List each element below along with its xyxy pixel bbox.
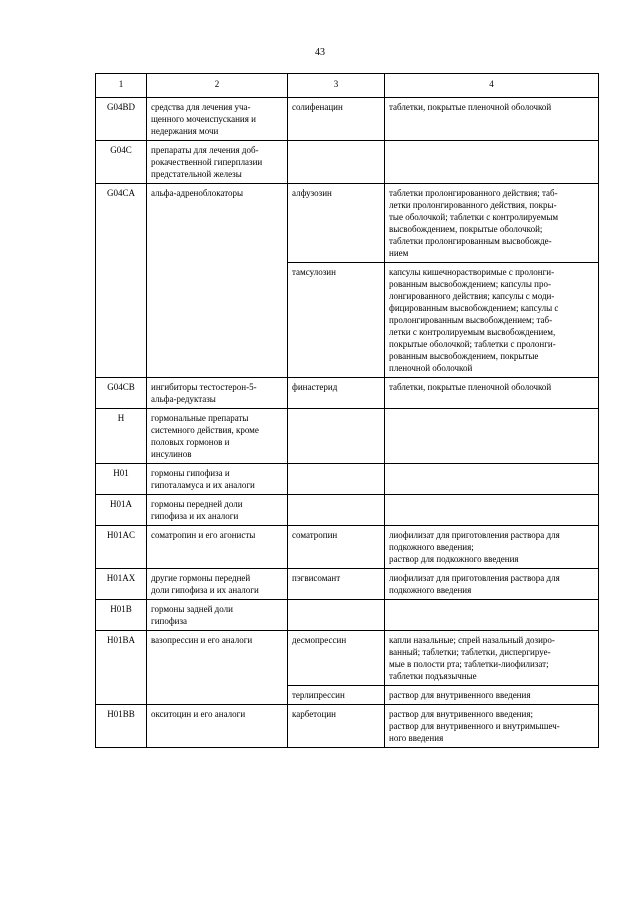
- dosage-form: капсулы кишечнорастворимые с пролонги- рованным высвобождением; капсулы про- лонгированного действия; капсулы с моди- фицированным высвобождением; капсулы с пролонгированным высвобождением; таб- летки с контролируемым высвобождением, покрытые оболочкой; таблетки с пролонги- рованным высвобождением, покрытые пленочной оболочкой: [385, 263, 599, 378]
- inn-name: [288, 600, 385, 631]
- atc-code: G04C: [96, 141, 147, 184]
- drug-classification-table: [95, 73, 599, 748]
- atc-code: H01AC: [96, 526, 147, 569]
- table-row: [96, 631, 599, 686]
- atc-code: H01: [96, 464, 147, 495]
- table-row: [96, 495, 599, 526]
- atc-group: соматропин и его агонисты: [147, 526, 288, 569]
- dosage-form: таблетки, покрытые пленочной оболочкой: [385, 378, 599, 409]
- table-row: [96, 378, 599, 409]
- dosage-form: таблетки, покрытые пленочной оболочкой: [385, 98, 599, 141]
- dosage-form: раствор для внутривенного введения: [385, 686, 599, 705]
- header-col-3: 3: [288, 74, 385, 98]
- atc-code: H01A: [96, 495, 147, 526]
- dosage-form: [385, 495, 599, 526]
- inn-name: соматропин: [288, 526, 385, 569]
- table-row: [96, 526, 599, 569]
- dosage-form: лиофилизат для приготовления раствора для подкожного введения: [385, 569, 599, 600]
- inn-name: финастерид: [288, 378, 385, 409]
- dosage-form: капли назальные; спрей назальный дозиро- ванный; таблетки; таблетки, диспергируе- мые в полости рта; таблетки-лиофилизат; таблетки подъязычные: [385, 631, 599, 686]
- inn-name: солифенацин: [288, 98, 385, 141]
- atc-code: G04CA: [96, 184, 147, 378]
- header-col-4: 4: [385, 74, 599, 98]
- inn-name: карбетоцин: [288, 705, 385, 748]
- dosage-form: [385, 141, 599, 184]
- atc-group: окситоцин и его аналоги: [147, 705, 288, 748]
- table-row: [96, 705, 599, 748]
- dosage-form: [385, 464, 599, 495]
- atc-group: альфа-адреноблокаторы: [147, 184, 288, 378]
- atc-group: гормоны передней доли гипофиза и их аналоги: [147, 495, 288, 526]
- inn-name: терлипрессин: [288, 686, 385, 705]
- dosage-form: раствор для внутривенного введения; раствор для внутривенного и внутримышеч- ного введения: [385, 705, 599, 748]
- page-number: 43: [315, 47, 325, 58]
- inn-name: [288, 141, 385, 184]
- atc-code: G04BD: [96, 98, 147, 141]
- atc-group: ингибиторы тестостерон-5- альфа-редуктазы: [147, 378, 288, 409]
- inn-name: тамсулозин: [288, 263, 385, 378]
- table-row: [96, 409, 599, 464]
- inn-name: [288, 409, 385, 464]
- dosage-form: [385, 409, 599, 464]
- table-row: [96, 141, 599, 184]
- atc-group: средства для лечения уча- щенного мочеиспускания и недержания мочи: [147, 98, 288, 141]
- dosage-form: [385, 600, 599, 631]
- table-header-row: [96, 74, 599, 98]
- inn-name: [288, 495, 385, 526]
- atc-code: H01BA: [96, 631, 147, 705]
- dosage-form: лиофилизат для приготовления раствора для подкожного введения; раствор для подкожного введения: [385, 526, 599, 569]
- atc-group: вазопрессин и его аналоги: [147, 631, 288, 705]
- atc-group: препараты для лечения доб- рокачественной гиперплазии предстательной железы: [147, 141, 288, 184]
- atc-code: G04CB: [96, 378, 147, 409]
- atc-code: H: [96, 409, 147, 464]
- atc-code: H01AX: [96, 569, 147, 600]
- inn-name: десмопрессин: [288, 631, 385, 686]
- atc-code: H01B: [96, 600, 147, 631]
- inn-name: пэгвисомант: [288, 569, 385, 600]
- table-row: [96, 600, 599, 631]
- table-row: [96, 98, 599, 141]
- table-row: [96, 569, 599, 600]
- header-col-2: 2: [147, 74, 288, 98]
- table-row: [96, 464, 599, 495]
- atc-code: H01BB: [96, 705, 147, 748]
- header-col-1: 1: [96, 74, 147, 98]
- atc-group: гормональные препараты системного действия, кроме половых гормонов и инсулинов: [147, 409, 288, 464]
- atc-group: гормоны гипофиза и гипоталамуса и их аналоги: [147, 464, 288, 495]
- inn-name: [288, 464, 385, 495]
- inn-name: алфузозин: [288, 184, 385, 263]
- table-row: [96, 184, 599, 263]
- atc-group: гормоны задней доли гипофиза: [147, 600, 288, 631]
- dosage-form: таблетки пролонгированного действия; таб- летки пролонгированного действия, покры- тые оболочкой; таблетки с контролируемым высвобождением, покрытые оболочкой; таблетки пролонгированным высвобожде- нием: [385, 184, 599, 263]
- atc-group: другие гормоны передней доли гипофиза и их аналоги: [147, 569, 288, 600]
